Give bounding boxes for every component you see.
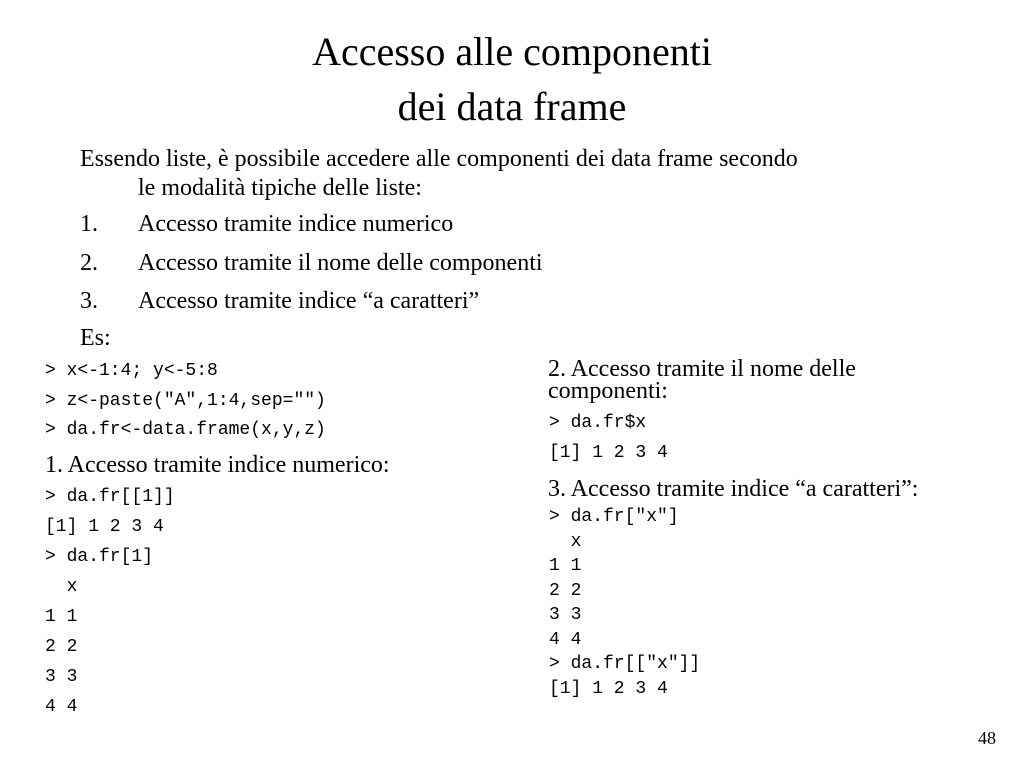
- code-line: 2 2: [45, 637, 78, 657]
- code-line: 1 1: [45, 607, 78, 627]
- code-line: > x<-1:4; y<-5:8: [45, 361, 218, 381]
- page-number: 48: [978, 728, 996, 748]
- list-item-3: [80, 288, 479, 314]
- code-line: [1] 1 2 3 4: [45, 517, 164, 537]
- intro-paragraph: [80, 145, 960, 203]
- list-item-1: [80, 211, 453, 237]
- code-line: [1] 1 2 3 4: [549, 443, 668, 463]
- code-line: > da.fr[["x"]]: [549, 654, 701, 674]
- example-label: Es:: [80, 325, 111, 351]
- list-item-text: Accesso tramite indice “a caratteri”: [138, 288, 480, 314]
- code-line: > da.fr[[1]]: [45, 487, 175, 507]
- code-line: > da.fr["x"]: [549, 507, 679, 527]
- code-line: 4 4: [45, 697, 78, 717]
- intro-line-2: le modalità tipiche delle liste:: [138, 175, 422, 201]
- slide-title-line2: dei data frame: [397, 84, 627, 129]
- list-item-text: Accesso tramite indice numerico: [138, 211, 454, 237]
- code-line: > z<-paste("A",1:4,sep=""): [45, 391, 326, 411]
- section3-heading: 3. Accesso tramite indice “a caratteri”:: [548, 476, 919, 502]
- code-line: > da.fr<-data.frame(x,y,z): [45, 420, 326, 440]
- code-line: > da.fr[1]: [45, 547, 154, 567]
- section2-heading-line1: 2. Accesso tramite il nome delle: [548, 356, 856, 382]
- list-item-2: [80, 250, 543, 276]
- code-line: [1] 1 2 3 4: [549, 679, 668, 699]
- intro-line-1: Essendo liste, è possibile accedere alle componenti dei data frame secondo: [80, 146, 798, 172]
- code-line: 1 1: [549, 556, 582, 576]
- code-line: > da.fr$x: [549, 413, 647, 433]
- code-line: 3 3: [549, 605, 582, 625]
- code-line: 3 3: [45, 667, 78, 687]
- code-line: x: [549, 532, 582, 552]
- code-line: 4 4: [549, 630, 582, 650]
- list-item-text: Accesso tramite il nome delle componenti: [138, 250, 543, 276]
- list-item-number: 3.: [80, 288, 98, 314]
- code-line: 2 2: [549, 581, 582, 601]
- code-line: x: [45, 577, 78, 597]
- section1-heading: 1. Accesso tramite indice numerico:: [45, 452, 390, 478]
- list-item-number: 1.: [80, 211, 98, 237]
- section2-heading-line2: componenti:: [548, 378, 668, 404]
- list-item-number: 2.: [80, 250, 98, 276]
- slide-title-line1: Accesso alle componenti: [312, 29, 712, 74]
